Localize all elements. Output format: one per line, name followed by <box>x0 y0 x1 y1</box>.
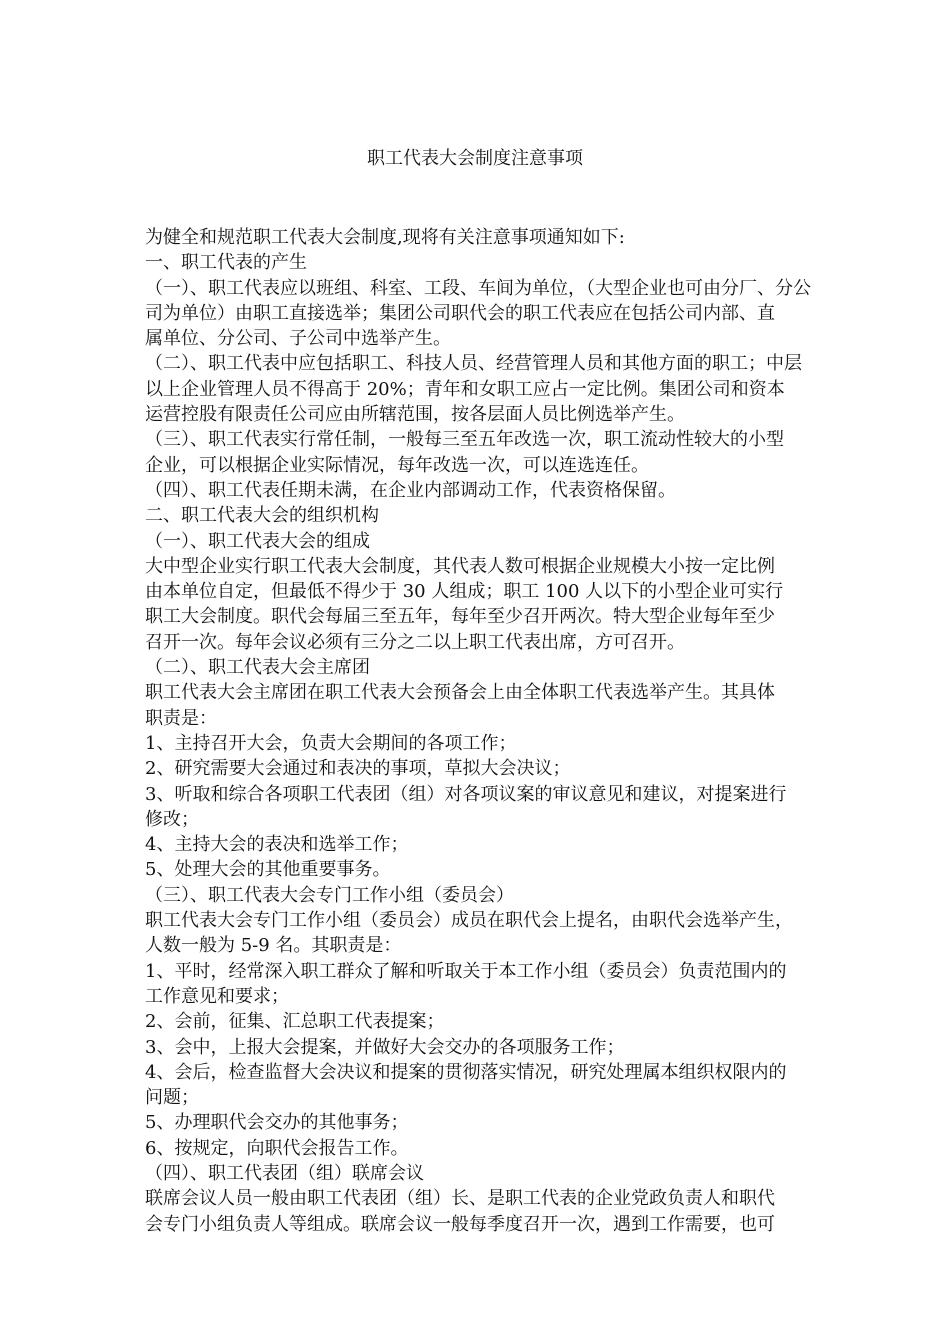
body-line: 企业，可以根据企业实际情况，每年改选一次，可以连选连任。 <box>145 454 649 476</box>
body-line: 二、职工代表大会的组织机构 <box>145 505 379 527</box>
body-line: （二）、职工代表中应包括职工、科技人员、经营管理人员和其他方面的职工；中层 <box>145 353 802 375</box>
body-line: （一）、职工代表应以班组、科室、工段、车间为单位，（大型企业也可由分厂、分公 <box>145 277 811 299</box>
body-line: 职工代表大会专门工作小组（委员会）成员在职代会上提名，由职代会选举产生， <box>145 910 793 932</box>
body-line: （一）、职工代表大会的组成 <box>145 530 370 552</box>
body-line: （四）、职工代表任期未满，在企业内部调动工作，代表资格保留。 <box>145 479 676 501</box>
body-line: 修改； <box>145 808 199 830</box>
body-line: 为健全和规范职工代表大会制度,现将有关注意事项通知如下: <box>145 227 625 248</box>
body-line: 会专门小组负责人等组成。联席会议一般每季度召开一次，遇到工作需要，也可 <box>145 1213 775 1235</box>
document-title: 职工代表大会制度注意事项 <box>367 148 583 169</box>
body-line: 司为单位）由职工直接选举；集团公司职代会的职工代表应在包括公司内部、直 <box>145 302 775 324</box>
body-line: 人数一般为 5-9 名。其职责是： <box>145 935 402 957</box>
body-line: 5、办理职代会交办的其他事务； <box>145 1112 409 1134</box>
body-line: 大中型企业实行职工代表大会制度，其代表人数可根据企业规模大小按一定比例 <box>145 555 775 577</box>
body-line: 职责是： <box>145 707 217 729</box>
body-line: 3、听取和综合各项职工代表团（组）对各项议案的审议意见和建议，对提案进行 <box>145 783 787 805</box>
body-line: 属单位、分公司、子公司中选举产生。 <box>145 328 451 350</box>
body-line: 4、主持大会的表决和选举工作； <box>145 834 409 856</box>
body-line: 联席会议人员一般由职工代表团（组）长、是职工代表的企业党政负责人和职代 <box>145 1188 775 1210</box>
document-body <box>145 225 815 1237</box>
body-line: 1、平时，经常深入职工群众了解和听取关于本工作小组（委员会）负责范围内的 <box>145 960 787 982</box>
body-line: （三）、职工代表大会专门工作小组（委员会） <box>145 884 514 906</box>
body-line: 以上企业管理人员不得高于 20%；青年和女职工应占一定比例。集团公司和资本 <box>145 378 785 400</box>
body-line: 4、会后，检查监督大会决议和提案的贯彻落实情况，研究处理属本组织权限内的 <box>145 1061 787 1083</box>
body-line: 3、会中，上报大会提案，并做好大会交办的各项服务工作； <box>145 1036 625 1058</box>
body-line: 运营控股有限责任公司应由所辖范围，按各层面人员比例选举产生。 <box>145 404 685 426</box>
body-line: 1、主持召开大会，负责大会期间的各项工作； <box>145 732 517 754</box>
body-line: 5、处理大会的其他重要事务。 <box>145 859 391 881</box>
body-line: 由本单位自定，但最低不得少于 30 人组成；职工 100 人以下的小型企业可实行 <box>145 581 784 603</box>
body-line: （四）、职工代表团（组）联席会议 <box>145 1162 424 1184</box>
body-line: 职工代表大会主席团在职工代表大会预备会上由全体职工代表选举产生。其具体 <box>145 682 775 704</box>
body-line: 2、研究需要大会通过和表决的事项，草拟大会决议； <box>145 758 571 780</box>
body-line: 问题； <box>145 1087 199 1109</box>
body-line: 6、按规定，向职代会报告工作。 <box>145 1137 409 1159</box>
body-line: 2、会前，征集、汇总职工代表提案； <box>145 1011 445 1033</box>
body-line: 一、职工代表的产生 <box>145 252 307 274</box>
body-line: 召开一次。每年会议必须有三分之二以上职工代表出席，方可召开。 <box>145 631 685 653</box>
body-line: 职工大会制度。职代会每届三至五年，每年至少召开两次。特大型企业每年至少 <box>145 606 775 628</box>
body-line: （二）、职工代表大会主席团 <box>145 657 370 679</box>
body-line: 工作意见和要求； <box>145 985 289 1007</box>
body-line: （三）、职工代表实行常任制，一般每三至五年改选一次，职工流动性较大的小型 <box>145 429 784 451</box>
